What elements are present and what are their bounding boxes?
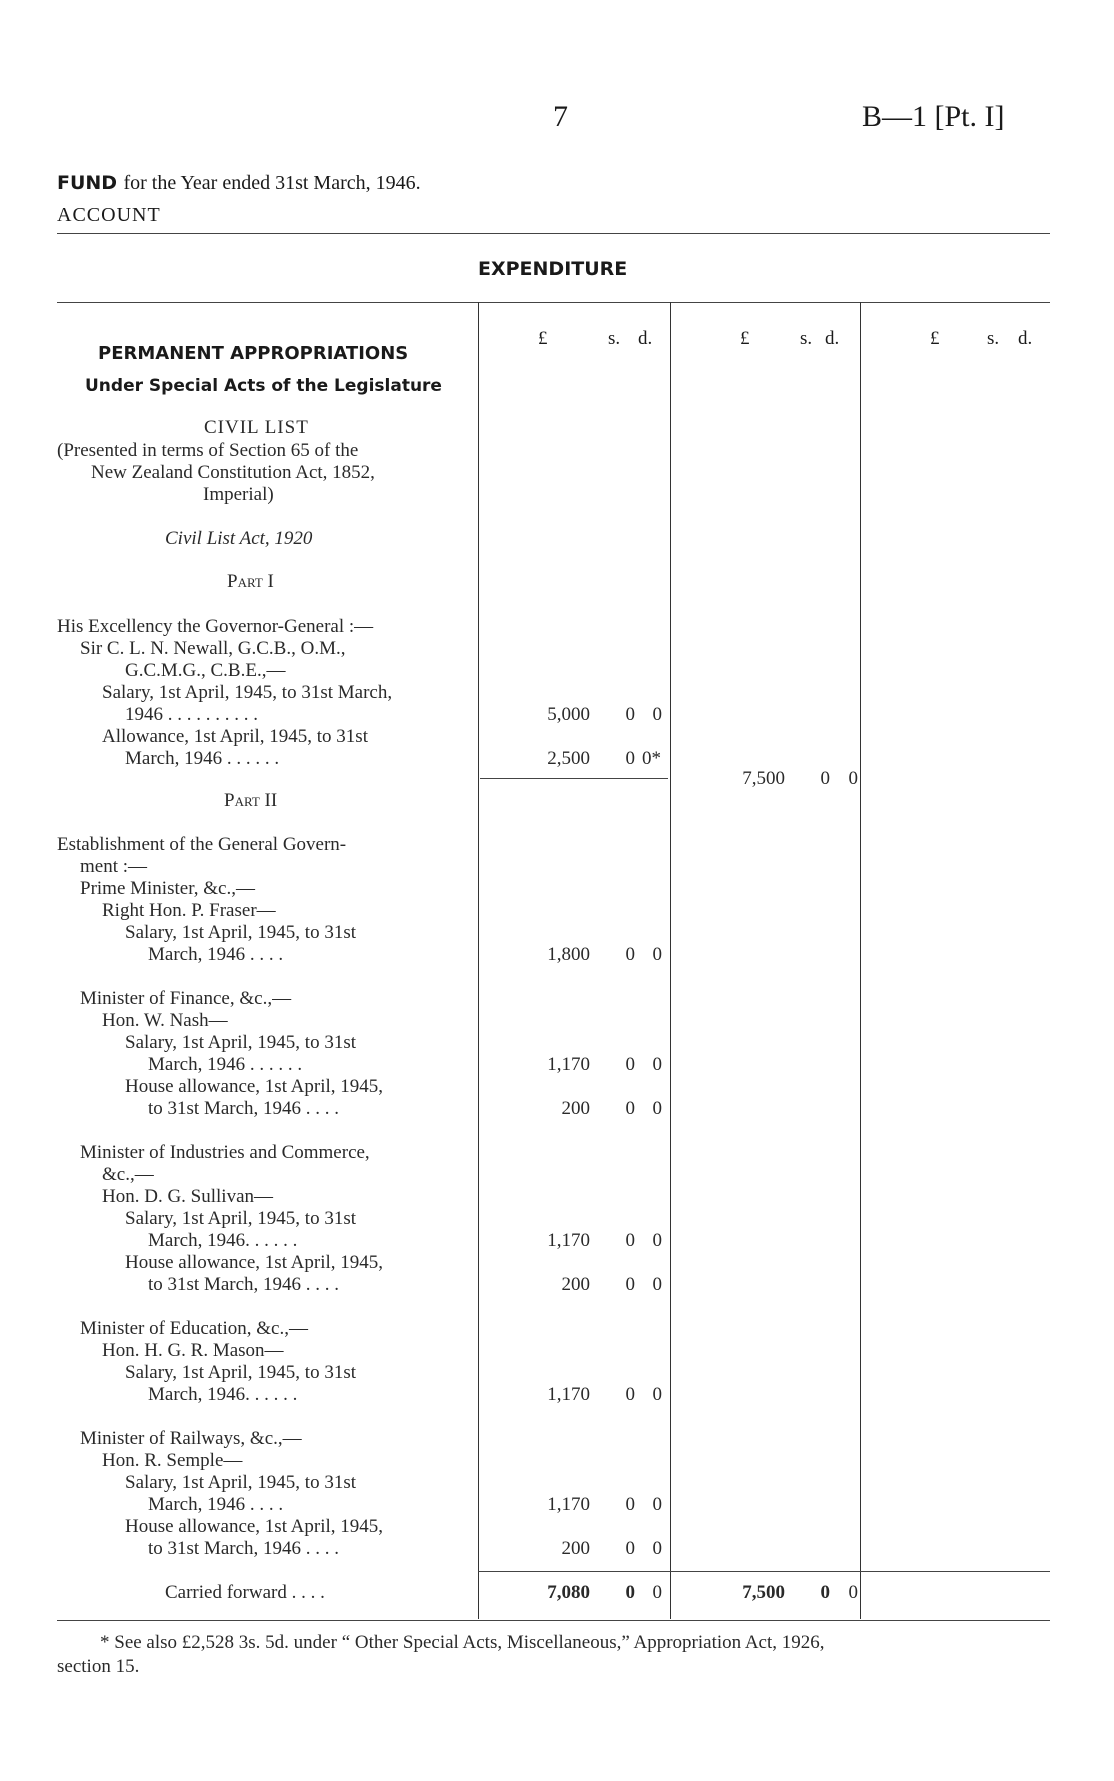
page-number: 7 [553, 100, 568, 133]
minister-title: Minister of Industries and Commerce, [80, 1142, 370, 1163]
governor-subtotal-rule [480, 778, 668, 779]
minister-item-pence: 0 [652, 1098, 662, 1119]
minister-item-label: to 31st March, 1946 . . . . [148, 1274, 340, 1295]
governor-allowance-pence: 0* [642, 748, 661, 769]
minister-item-label: March, 1946 . . . . . . [148, 1054, 303, 1075]
table-bottom-rule [57, 1620, 1050, 1621]
expenditure-heading: EXPENDITURE [478, 258, 628, 280]
carried-forward-label: Carried forward . . . . [165, 1582, 325, 1603]
minister-name: Hon. H. G. R. Mason— [102, 1340, 284, 1361]
minister-title: Minister of Finance, &c.,— [80, 988, 292, 1009]
establishment-line: ment :— [80, 856, 148, 877]
minister-item-label: House allowance, 1st April, 1945, [125, 1076, 384, 1097]
carried-forward-c2-shillings: 0 [820, 1582, 830, 1603]
governor-total-shillings: 0 [820, 768, 830, 789]
fund-word: FUND [57, 172, 118, 194]
minister-name: Hon. D. G. Sullivan— [102, 1186, 273, 1207]
civil-list-heading: CIVIL LIST [204, 417, 309, 438]
minister-title: Minister of Railways, &c.,— [80, 1428, 302, 1449]
minister-item-pounds: 1,170 [547, 1230, 590, 1251]
footnote-line: * See also £2,528 3s. 5d. under “ Other Special Acts, Miscellaneous,” Appropriation Act, 1926, [100, 1632, 825, 1653]
col2-pence-header: d. [825, 328, 840, 349]
governor-salary-pence: 0 [652, 704, 662, 725]
minister-name: Hon. R. Semple— [102, 1450, 243, 1471]
governor-salary-label: 1946 . . . . . . . . . . [125, 704, 258, 725]
minister-item-pounds: 1,170 [547, 1494, 590, 1515]
minister-item-pounds: 1,800 [547, 944, 590, 965]
minister-item-label: Salary, 1st April, 1945, to 31st [125, 1362, 356, 1383]
minister-item-pence: 0 [652, 1494, 662, 1515]
minister-item-shillings: 0 [625, 944, 635, 965]
governor-salary-pounds: 5,000 [547, 704, 590, 725]
minister-name: Right Hon. P. Fraser— [102, 900, 276, 921]
minister-item-shillings: 0 [625, 1230, 635, 1251]
carried-forward-c2-pence: 0 [848, 1582, 858, 1603]
governor-allowance-pounds: 2,500 [547, 748, 590, 769]
account-label: ACCOUNT [57, 204, 161, 226]
minister-item-pence: 0 [652, 1538, 662, 1559]
col1-pence-header: d. [638, 328, 653, 349]
minister-item-pounds: 200 [561, 1274, 590, 1295]
fund-period: for the Year ended 31st March, 1946. [123, 172, 421, 194]
minister-item-label: Salary, 1st April, 1945, to 31st [125, 922, 356, 943]
carried-forward-c1-pounds: 7,080 [547, 1582, 590, 1603]
fund-title [57, 170, 421, 195]
minister-item-label: Salary, 1st April, 1945, to 31st [125, 1472, 356, 1493]
governor-salary-shillings: 0 [625, 704, 635, 725]
permanent-appropriations-heading: PERMANENT APPROPRIATIONS [98, 343, 409, 364]
minister-item-pounds: 1,170 [547, 1384, 590, 1405]
minister-item-shillings: 0 [625, 1098, 635, 1119]
minister-item-shillings: 0 [625, 1538, 635, 1559]
minister-item-label: to 31st March, 1946 . . . . [148, 1098, 340, 1119]
minister-title: Minister of Education, &c.,— [80, 1318, 308, 1339]
minister-item-label: March, 1946 . . . . [148, 1494, 284, 1515]
civil-list-note: (Presented in terms of Section 65 of the [57, 440, 359, 461]
minister-item-pence: 0 [652, 1054, 662, 1075]
governor-total-pounds: 7,500 [742, 768, 785, 789]
civil-list-note: New Zealand Constitution Act, 1852, [91, 462, 375, 483]
establishment-line: Establishment of the General Govern- [57, 834, 347, 855]
minister-item-pounds: 200 [561, 1098, 590, 1119]
header-rule [57, 233, 1050, 234]
minister-item-label: March, 1946 . . . . [148, 944, 284, 965]
civil-list-note: Imperial) [203, 484, 274, 505]
table-top-rule [57, 302, 1050, 303]
minister-item-shillings: 0 [625, 1494, 635, 1515]
minister-item-label: March, 1946. . . . . . [148, 1230, 298, 1251]
minister-item-pence: 0 [652, 1230, 662, 1251]
footnote-line: section 15. [57, 1656, 140, 1677]
column-divider-1 [478, 302, 479, 1619]
governor-general-line: G.C.M.G., C.B.E.,— [125, 660, 286, 681]
minister-item-pounds: 1,170 [547, 1054, 590, 1075]
carried-forward-c1-pence: 0 [652, 1582, 662, 1603]
minister-item-label: Salary, 1st April, 1945, to 31st [125, 1208, 356, 1229]
col3-pence-header: d. [1018, 328, 1033, 349]
special-acts-heading: Under Special Acts of the Legislature [85, 376, 442, 396]
governor-general-line: Sir C. L. N. Newall, G.C.B., O.M., [80, 638, 346, 659]
minister-item-label: to 31st March, 1946 . . . . [148, 1538, 340, 1559]
part-one-heading: Part I [227, 571, 274, 592]
minister-item-pounds: 200 [561, 1538, 590, 1559]
minister-item-shillings: 0 [625, 1274, 635, 1295]
column-divider-3 [860, 302, 861, 1619]
column-divider-2 [670, 302, 671, 1619]
carried-forward-c1-shillings: 0 [625, 1582, 635, 1603]
minister-item-label: March, 1946. . . . . . [148, 1384, 298, 1405]
minister-item-label: House allowance, 1st April, 1945, [125, 1252, 384, 1273]
minister-title: Prime Minister, &c.,— [80, 878, 255, 899]
minister-item-shillings: 0 [625, 1054, 635, 1075]
governor-allowance-shillings: 0 [625, 748, 635, 769]
carried-forward-rule [478, 1571, 1050, 1572]
minister-item-pence: 0 [652, 1274, 662, 1295]
col1-pounds-header: £ [538, 328, 548, 349]
minister-item-pence: 0 [652, 944, 662, 965]
minister-item-pence: 0 [652, 1384, 662, 1405]
governor-total-pence: 0 [848, 768, 858, 789]
minister-name: Hon. W. Nash— [102, 1010, 228, 1031]
col3-pounds-header: £ [930, 328, 940, 349]
carried-forward-c2-pounds: 7,500 [742, 1582, 785, 1603]
col1-shillings-header: s. [608, 328, 621, 349]
minister-item-shillings: 0 [625, 1384, 635, 1405]
minister-item-label: House allowance, 1st April, 1945, [125, 1516, 384, 1537]
governor-allowance-label: Allowance, 1st April, 1945, to 31st [102, 726, 368, 747]
governor-general-line: His Excellency the Governor-General :— [57, 616, 374, 637]
minister-item-label: Salary, 1st April, 1945, to 31st [125, 1032, 356, 1053]
part-two-heading: Part II [224, 790, 278, 811]
col2-pounds-header: £ [740, 328, 750, 349]
governor-allowance-label: March, 1946 . . . . . . [125, 748, 280, 769]
col2-shillings-header: s. [800, 328, 813, 349]
document-reference: B—1 [Pt. I] [862, 100, 1005, 133]
minister-title: &c.,— [102, 1164, 154, 1185]
civil-list-act: Civil List Act, 1920 [165, 528, 313, 549]
col3-shillings-header: s. [987, 328, 1000, 349]
governor-salary-label: Salary, 1st April, 1945, to 31st March, [102, 682, 393, 703]
